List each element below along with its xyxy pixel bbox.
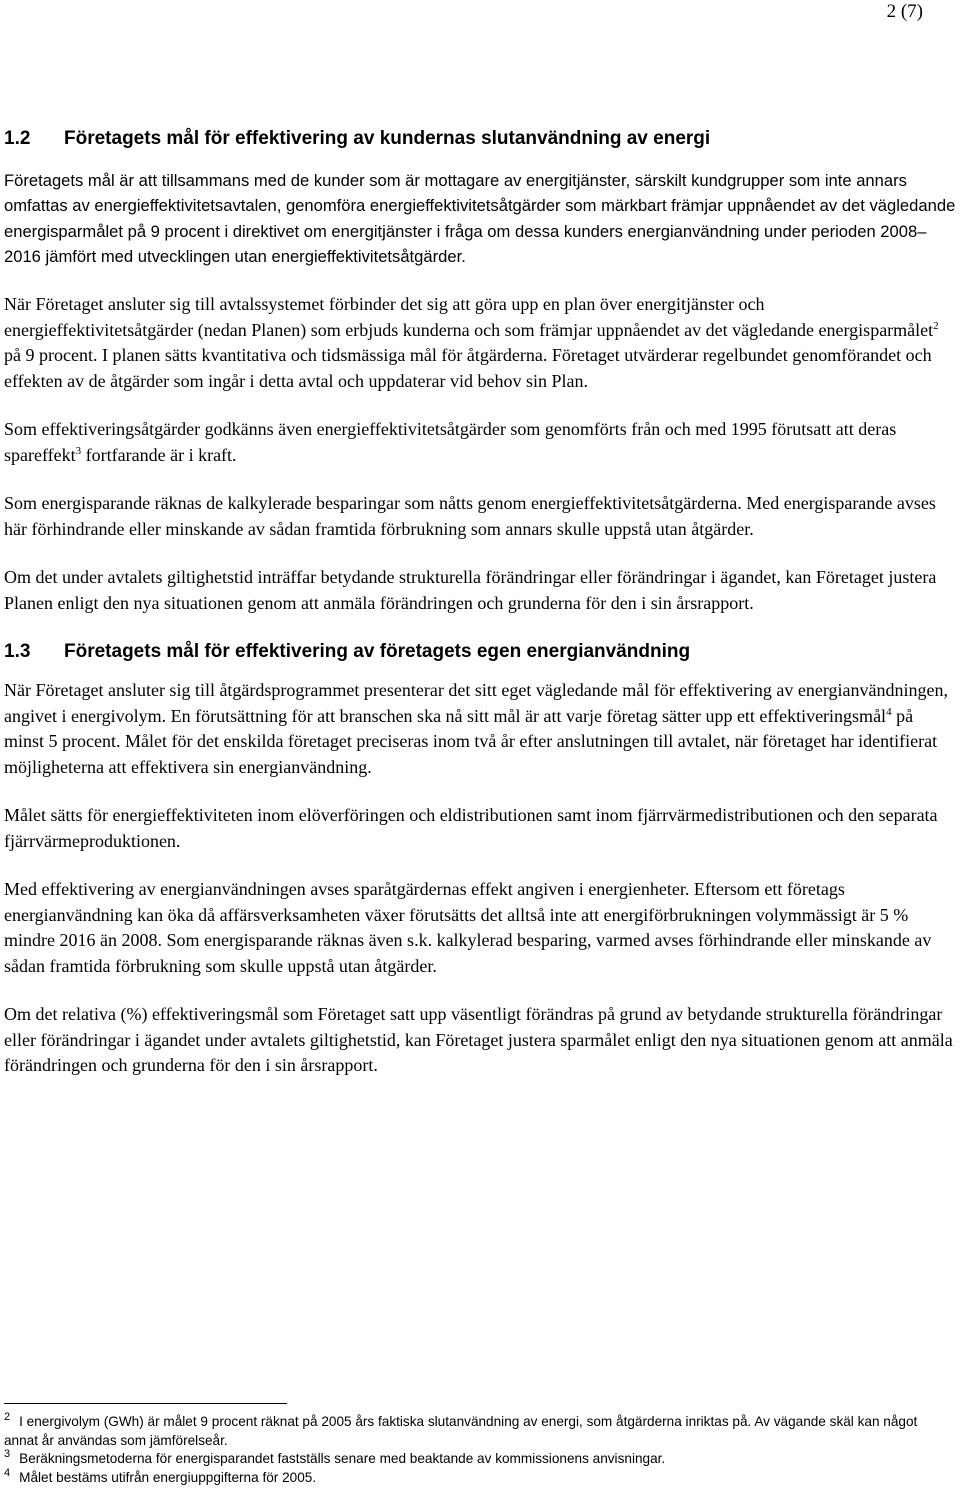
paragraph-1-2-4: Som energisparande räknas de kalkylerade besparingar som nåtts genom energieffektivitetsåtgärderna. Med energisparande avses här förhindrande eller minskande av sådan framtida förbrukning som annars skulle uppstå utan åtgärder.: [4, 493, 936, 539]
footnote-ref-4[interactable]: 4: [886, 705, 892, 718]
section-number: 1.2: [4, 128, 31, 149]
paragraph-1-3-4: Om det relativa (%) effektiveringsmål som Företaget satt upp väsentligt förändras på grund av betydande strukturella förändringar eller förändringar i ägandet under avtalets giltighetstid, kan Företaget justera sparmålet enligt den nya situationen genom att anmäla förändringen och grunderna för den i sin årsrapport.: [4, 1004, 953, 1076]
footnote-ref-2[interactable]: 2: [933, 319, 939, 332]
paragraph-1-2-1: Företagets mål är att tillsammans med de kunder som är mottagare av energitjänster, särskilt kundgrupper som inte annars omfattas av energieffektivitetsavtalen, genomföra energieffektivitetsåtgärder som märkbart främjar uppnåendet av det vägledande energisparmålet på 9 procent i direktivet om energitjänster i fråga om dessa kunders energianvändning under perioden 2008–2016 jämfört med utvecklingen utan energieffektivitetsåtgärder.: [4, 171, 956, 266]
footnote-4: $^4$ Målet bestäms utifrån energiuppgifterna för 2005.: [4, 1467, 317, 1485]
footnotes: [4, 1413, 930, 1488]
document-body: [4, 126, 956, 1102]
section-title: Företagets mål för effektivering av företagets egen energianvändning: [64, 641, 691, 663]
footnote-2: $^2$ I energivolym (GWh) är målet 9 procent räknat på 2005 års faktiska slutanvändning av energi, som åtgärderna inriktas på. Av vägande skäl kan något annat år användas som jämförelseår.: [4, 1411, 918, 1448]
section-1-3-heading: [4, 639, 956, 665]
footnote-separator: [4, 1403, 287, 1404]
section-1-2-heading: [4, 126, 956, 152]
footnote-3: $^3$ Beräkningsmetoderna för energisparandet fastställs senare med beaktande av kommissionens anvisningar.: [4, 1448, 666, 1466]
page-number: 2 (7): [886, 1, 923, 22]
paragraph-1-3-1: När Företaget ansluter sig till åtgärdsprogrammet presenterar det sitt eget vägledande mål för effektivering av energianvändningen, angivet i energivolym. En förutsättning för att branschen ska nå sitt mål är att varje företag sätter upp ett effektiveringsmål$^4$ på minst 5 procent. Målet för det enskilda företaget preciseras inom två år efter anslutningen till avtalet, när företaget har identifierat möjligheterna att effektivera sin energianvändning.: [4, 680, 948, 777]
paragraph-1-2-5: Om det under avtalets giltighetstid inträffar betydande strukturella förändringar eller förändringar i ägandet, kan Företaget justera Planen enligt den nya situationen genom att anmäla förändringen och grunderna för den i sin årsrapport.: [4, 567, 937, 613]
section-number: 1.3: [4, 641, 31, 663]
section-title: Företagets mål för effektivering av kundernas slutanvändning av energi: [64, 128, 711, 149]
footnote-ref-3[interactable]: 3: [75, 444, 82, 457]
paragraph-1-2-2: När Företaget ansluter sig till avtalssystemet förbinder det sig att göra upp en plan över energitjänster och energieffektivitetsåtgärder (nedan Planen) som erbjuds kunderna och som främjar uppnåendet av det vägledande energisparmålet$^2$ på 9 procent. I planen sätts kvantitativa och tidsmässiga mål för åtgärderna. Företaget utvärderar regelbundet genomförandet och effekten av de åtgärder som ingår i detta avtal och uppdaterar vid behov sin Plan.: [4, 294, 939, 391]
paragraph-1-3-2: Målet sätts för energieffektiviteten inom elöverföringen och eldistributionen samt inom fjärrvärmedistributionen och den separata fjärrvärmeproduktionen.: [4, 805, 938, 851]
paragraph-1-2-3: Som effektiveringsåtgärder godkänns även energieffektivitetsåtgärder som genomförts från och med 1995 förutsatt att deras spareffekt$^3$ fortfarande är i kraft.: [4, 419, 897, 465]
paragraph-1-3-3: Med effektivering av energianvändningen avses sparåtgärdernas effekt angiven i energienheter. Eftersom ett företags energianvändning kan öka då affärsverksamheten växer förutsätts det alltså inte att energiförbrukningen volymmässigt är 5 % mindre 2016 än 2008. Som energisparande räknas även s.k. kalkylerad besparing, varmed avses förhindrande eller minskande av sådan framtida förbrukning som skulle uppstå utan åtgärder.: [4, 879, 932, 976]
